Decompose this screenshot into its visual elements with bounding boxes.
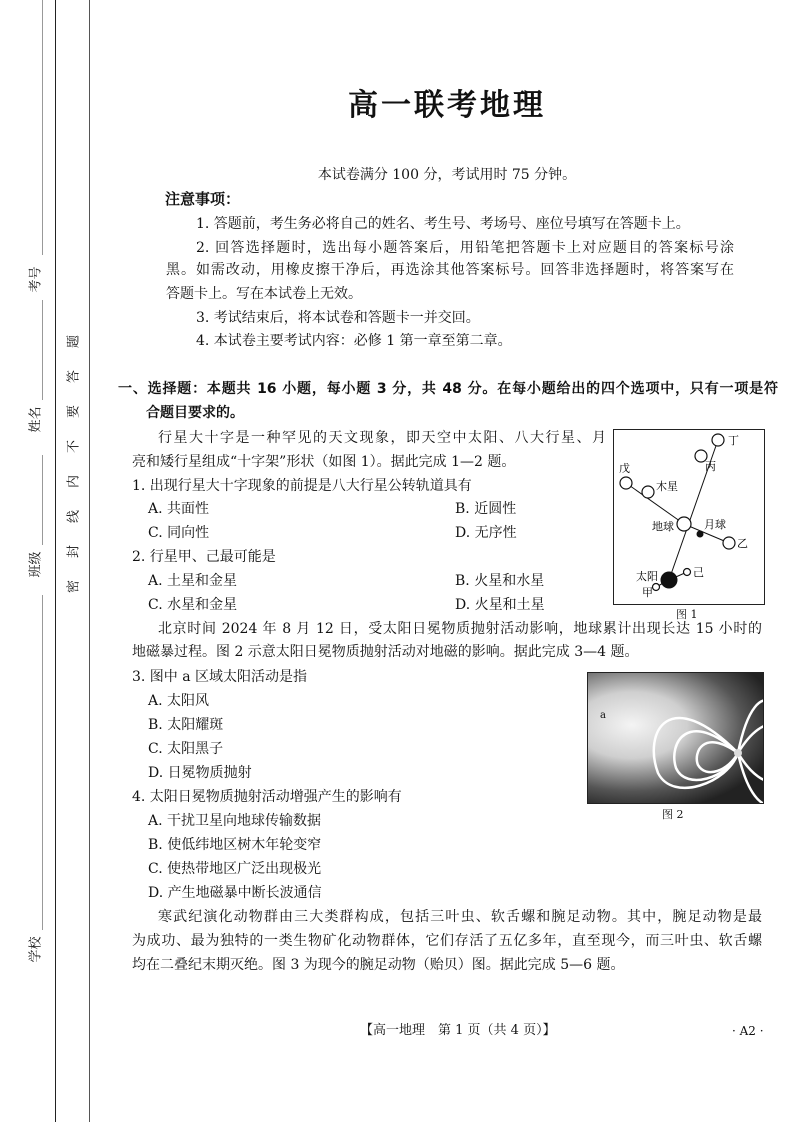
option[interactable]: C. 水星和金星 xyxy=(148,597,238,613)
option[interactable]: C. 同向性 xyxy=(148,525,210,541)
footer-code: · A2 · xyxy=(732,1024,764,1038)
planet-ding xyxy=(712,434,724,446)
figure-1 xyxy=(613,429,765,605)
intro-text: 为成功、最为独特的一类生物矿化动物群体，它们存活了五亿多年，直至现今，而三叶虫、软舌螺 xyxy=(132,933,762,949)
label-kaohao: 考号 xyxy=(28,266,44,293)
question-stem: 1. 出现行星大十字现象的前提是八大行星公转轨道具有 xyxy=(132,478,472,494)
blank-banji[interactable] xyxy=(42,455,43,545)
option[interactable]: C. 太阳黑子 xyxy=(148,741,224,757)
label-banji: 班级 xyxy=(28,551,44,578)
figure-2 xyxy=(587,672,764,804)
option[interactable]: A. 土星和金星 xyxy=(148,573,238,589)
intro-text: 寒武纪演化动物群由三大类群构成，包括三叶虫、软舌螺和腕足动物。其中，腕足动物是最 xyxy=(158,909,762,925)
option[interactable]: B. 太阳耀斑 xyxy=(148,717,224,733)
label-ding: 丁 xyxy=(728,434,739,447)
planet-ji xyxy=(684,569,691,576)
option[interactable]: D. 日冕物质抛射 xyxy=(148,765,252,781)
figure-2-caption: 图 2 xyxy=(662,808,684,821)
label-moon: 月球 xyxy=(704,518,726,531)
planet-wu xyxy=(620,477,632,489)
seal-char: 答 xyxy=(66,370,82,384)
notice-line: 4. 本试卷主要考试内容：必修 1 第一章至第二章。 xyxy=(196,333,512,349)
blank-xuexiao[interactable] xyxy=(42,595,43,930)
seal-char: 线 xyxy=(66,510,82,524)
seal-char: 密 xyxy=(66,580,82,594)
magnetosphere-image xyxy=(588,673,763,803)
blank-xingming[interactable] xyxy=(42,300,43,400)
option[interactable]: D. 火星和土星 xyxy=(455,597,545,613)
question-stem: 4. 太阳日冕物质抛射活动增强产生的影响有 xyxy=(132,789,402,805)
label-earth: 地球 xyxy=(652,520,674,533)
label-xuexiao: 学校 xyxy=(28,936,44,963)
option[interactable]: B. 使低纬地区树木年轮变窄 xyxy=(148,837,322,853)
option[interactable]: A. 干扰卫星向地球传输数据 xyxy=(148,813,322,829)
section-heading: 一、选择题：本题共 16 小题，每小题 3 分，共 48 分。在每小题给出的四个选项中，只有一项是符 xyxy=(118,381,778,397)
notice-line: 1. 答题前，考生务必将自己的姓名、考生号、考场号、座位号填写在答题卡上。 xyxy=(196,216,690,232)
intro-text: 均在二叠纪末期灭绝。图 3 为现今的腕足动物（贻贝）图。据此完成 5—6 题。 xyxy=(132,957,625,973)
section-heading: 合题目要求的。 xyxy=(146,405,244,421)
intro-text: 地磁暴过程。图 2 示意太阳日冕物质抛射活动对地磁的影响。据此完成 3—4 题。 xyxy=(132,644,639,660)
label-bing: 丙 xyxy=(705,460,716,473)
option[interactable]: A. 太阳风 xyxy=(148,693,210,709)
figure-1-caption: 图 1 xyxy=(676,608,698,621)
label-jupiter: 木星 xyxy=(656,480,678,493)
label-jia: 甲 xyxy=(642,586,653,599)
seal-char: 题 xyxy=(66,335,82,349)
sun xyxy=(661,572,678,589)
planet-jia xyxy=(653,584,660,591)
seal-char: 要 xyxy=(66,405,82,419)
notice-line: 黑。如需改动，用橡皮擦干净后，再选涂其他答案标号。回答非选择题时，将答案写在 xyxy=(166,262,734,278)
footer-page-info: 【高一地理 第 1 页（共 4 页）】 xyxy=(360,1023,556,1038)
notice-line: 3. 考试结束后，将本试卷和答题卡一并交回。 xyxy=(196,310,480,326)
page-title: 高一联考地理 xyxy=(348,88,546,123)
question-stem: 2. 行星甲、己最可能是 xyxy=(132,549,276,565)
option[interactable]: A. 共面性 xyxy=(148,501,210,517)
notice-line: 答题卡上。写在本试卷上无效。 xyxy=(166,286,362,302)
label-yi: 乙 xyxy=(737,537,748,550)
blank-kaohao[interactable] xyxy=(42,0,43,255)
question-stem: 3. 图中 a 区域太阳活动是指 xyxy=(132,669,308,685)
planet-earth xyxy=(677,517,691,531)
notice-heading: 注意事项： xyxy=(165,190,241,208)
option[interactable]: B. 近圆性 xyxy=(455,501,517,517)
seal-char: 不 xyxy=(66,440,82,454)
label-ji: 己 xyxy=(693,566,704,579)
earth xyxy=(734,749,742,757)
label-xingming: 姓名 xyxy=(28,406,44,433)
option[interactable]: B. 火星和水星 xyxy=(455,573,545,589)
planetary-cross-diagram xyxy=(614,430,764,604)
intro-text: 亮和矮行星组成“十字架”形状（如图 1）。据此完成 1—2 题。 xyxy=(132,454,516,470)
intro-text: 行星大十字是一种罕见的天文现象，即天空中太阳、八大行星、月 xyxy=(158,430,606,446)
option[interactable]: D. 无序性 xyxy=(455,525,517,541)
label-sun: 太阳 xyxy=(636,570,658,583)
label-wu: 戊 xyxy=(619,462,630,475)
planet-yi xyxy=(723,537,735,549)
planet-jupiter xyxy=(642,486,654,498)
seal-char: 封 xyxy=(66,545,82,559)
notice-line: 2. 回答选择题时，选出每小题答案后，用铅笔把答题卡上对应题目的答案标号涂 xyxy=(196,240,734,256)
intro-text: 北京时间 2024 年 8 月 12 日，受太阳日冕物质抛射活动影响，地球累计出现长达 15 小时的 xyxy=(158,621,762,637)
seal-char: 内 xyxy=(66,475,82,489)
option[interactable]: D. 产生地磁暴中断长波通信 xyxy=(148,885,322,901)
label-a: a xyxy=(600,710,606,721)
subtitle: 本试卷满分 100 分，考试用时 75 分钟。 xyxy=(317,167,577,183)
option[interactable]: C. 使热带地区广泛出现极光 xyxy=(148,861,322,877)
moon xyxy=(697,531,704,538)
